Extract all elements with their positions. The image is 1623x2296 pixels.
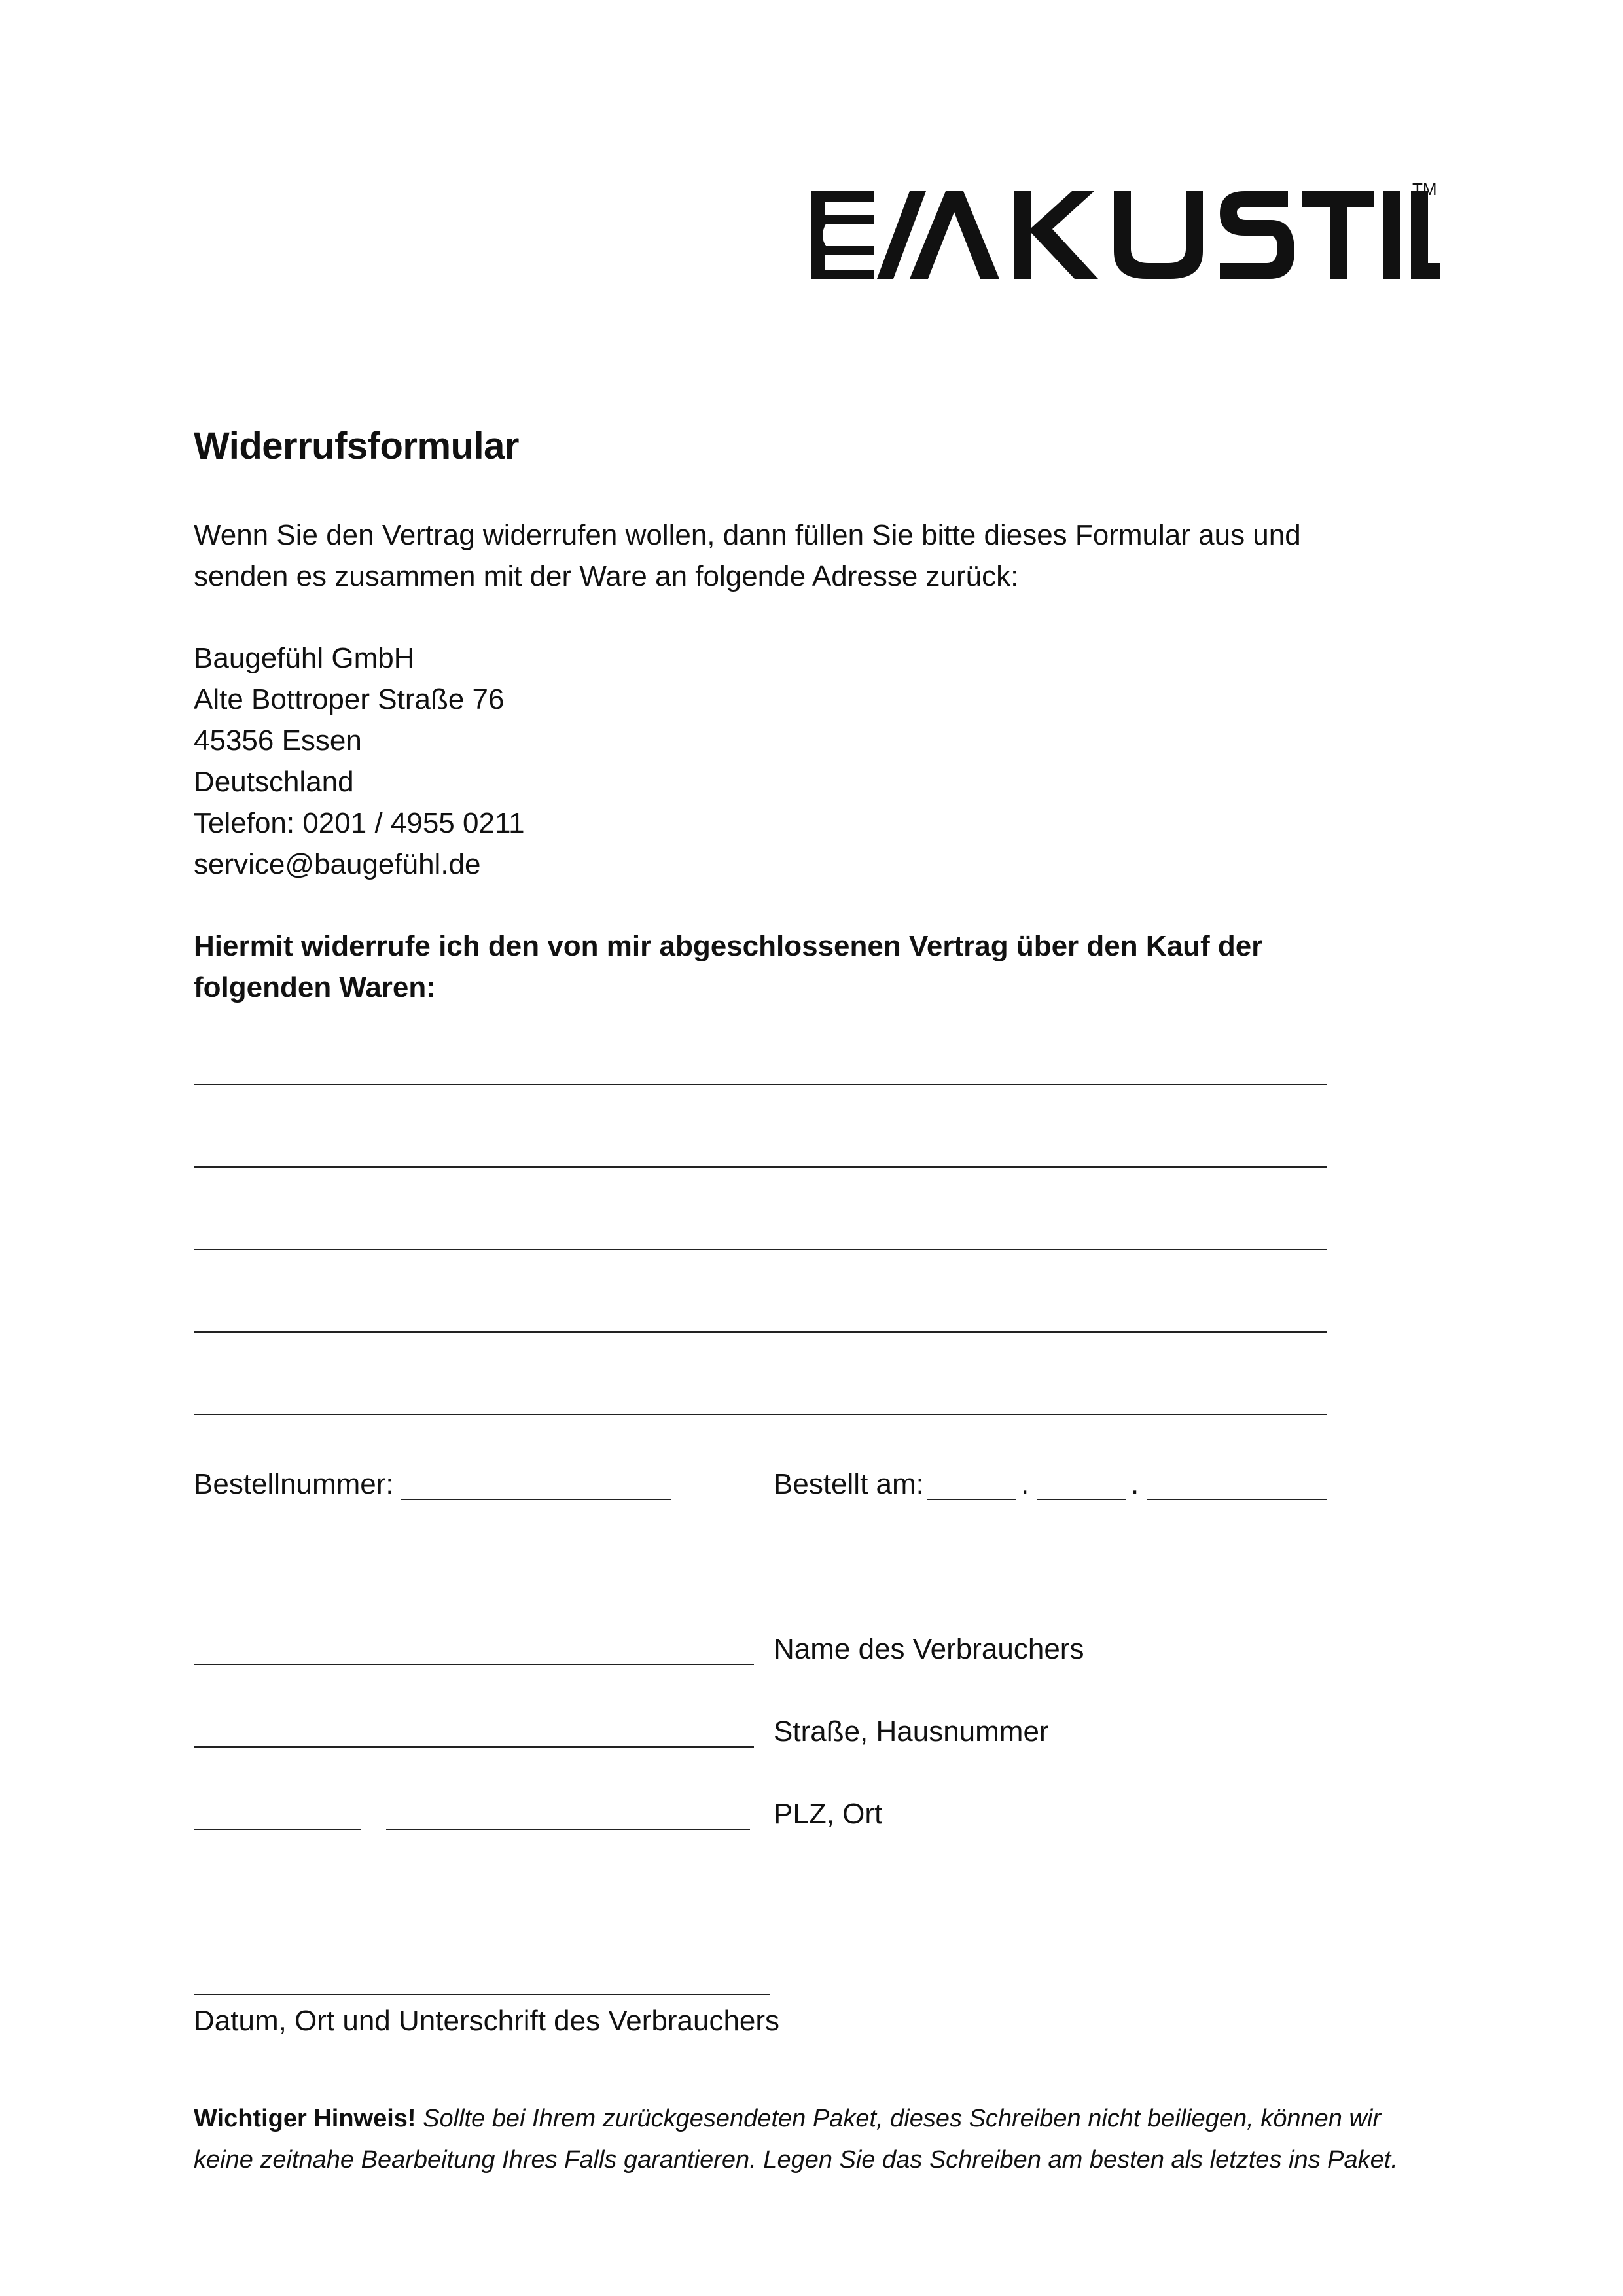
intro-text: [194, 514, 1301, 597]
brand-logo: [812, 179, 1440, 281]
city-label: PLZ, Ort: [774, 1798, 883, 1830]
goods-line[interactable]: [194, 1084, 1327, 1085]
intro-line: Wenn Sie den Vertrag widerrufen wollen, dann füllen Sie bitte dieses Formular aus und: [194, 519, 1301, 551]
declaration-text: [194, 925, 1262, 1008]
goods-line[interactable]: [194, 1249, 1327, 1250]
goods-line[interactable]: [194, 1414, 1327, 1415]
order-date-label: Bestellt am:: [774, 1468, 924, 1500]
important-notice: [194, 2098, 1437, 2181]
order-month-field[interactable]: [1037, 1499, 1126, 1500]
signature-label: Datum, Ort und Unterschrift des Verbrauchers: [194, 2005, 780, 2037]
order-day-field[interactable]: [927, 1499, 1016, 1500]
signature-field[interactable]: [194, 1994, 770, 1995]
declaration-line: Hiermit widerrufe ich den von mir abgeschlossenen Vertrag über den Kauf der: [194, 930, 1263, 962]
akustil-logo-icon: [812, 183, 1440, 281]
postal-code-field[interactable]: [194, 1829, 361, 1830]
trademark-symbol: TM: [1412, 179, 1437, 199]
return-address: [194, 637, 525, 885]
consumer-name-field[interactable]: [194, 1664, 754, 1665]
notice-text: keine zeitnahe Bearbeitung Ihres Falls garantieren. Legen Sie das Schreiben am besten als letztes ins Paket.: [194, 2146, 1398, 2174]
declaration-line: folgenden Waren:: [194, 971, 436, 1003]
goods-line[interactable]: [194, 1166, 1327, 1168]
notice-text: Sollte bei Ihrem zurückgesendeten Paket, dieses Schreiben nicht beiliegen, können wir: [423, 2105, 1382, 2132]
city-field[interactable]: [386, 1829, 750, 1830]
street-label: Straße, Hausnummer: [774, 1715, 1049, 1748]
phone-number: Telefon: 0201 / 4955 0211: [194, 807, 525, 839]
notice-heading: Wichtiger Hinweis!: [194, 2105, 416, 2132]
consumer-name-label: Name des Verbrauchers: [774, 1633, 1084, 1665]
date-separator: .: [1131, 1468, 1139, 1500]
street-field[interactable]: [194, 1746, 754, 1748]
intro-line: senden es zusammen mit der Ware an folgende Adresse zurück:: [194, 560, 1019, 592]
country: Deutschland: [194, 766, 354, 798]
postal-city: 45356 Essen: [194, 725, 362, 757]
page-title: Widerrufsformular: [194, 425, 519, 467]
date-separator: .: [1021, 1468, 1029, 1500]
company-name: Baugefühl GmbH: [194, 642, 415, 674]
order-year-field[interactable]: [1147, 1499, 1327, 1500]
order-number-field[interactable]: [401, 1499, 671, 1500]
street-address: Alte Bottroper Straße 76: [194, 683, 505, 715]
goods-line[interactable]: [194, 1331, 1327, 1333]
email-address: service@baugefühl.de: [194, 848, 481, 880]
order-number-label: Bestellnummer:: [194, 1468, 394, 1500]
